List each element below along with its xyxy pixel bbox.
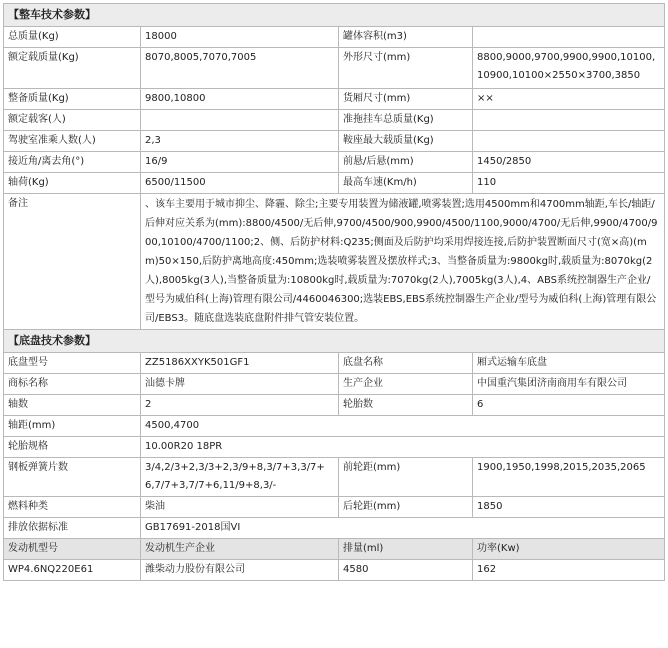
table-row [4, 194, 665, 330]
overhang-label: 前悬/后悬(mm) [339, 152, 473, 173]
table-row [4, 89, 665, 110]
curb-mass-label: 整备质量(Kg) [4, 89, 141, 110]
axle-count-label: 轴数 [4, 395, 141, 416]
rated-load-value: 8070,8005,7070,7005 [141, 48, 339, 89]
table-row [4, 416, 665, 437]
rated-passengers-value [141, 110, 339, 131]
curb-mass-value: 9800,10800 [141, 89, 339, 110]
table-row [4, 374, 665, 395]
displacement-header: 排量(ml) [339, 539, 473, 560]
wheelbase-value: 4500,4700 [141, 416, 665, 437]
table-row [4, 539, 665, 560]
axle-count-value: 2 [141, 395, 339, 416]
rear-track-label: 后轮距(mm) [339, 497, 473, 518]
engine-maker-header: 发动机生产企业 [141, 539, 339, 560]
emission-standard-label: 排放依据标准 [4, 518, 141, 539]
axle-load-label: 轴荷(Kg) [4, 173, 141, 194]
trailer-mass-label: 准拖挂车总质量(Kg) [339, 110, 473, 131]
table-row [4, 152, 665, 173]
approach-angle-value: 16/9 [141, 152, 339, 173]
wheelbase-label: 轴距(mm) [4, 416, 141, 437]
front-track-value: 1900,1950,1998,2015,2035,2065 [473, 458, 665, 497]
spec-sheet [3, 3, 664, 581]
rated-load-label: 额定载质量(Kg) [4, 48, 141, 89]
tire-count-value: 6 [473, 395, 665, 416]
table-row [4, 395, 665, 416]
dimensions-value: 8800,9000,9700,9900,9900,10100,10900,10100×2550×3700,3850 [473, 48, 665, 89]
tank-volume-value [473, 27, 665, 48]
spec-table [3, 3, 665, 581]
overhang-value: 1450/2850 [473, 152, 665, 173]
trailer-mass-value [473, 110, 665, 131]
max-speed-label: 最高车速(Km/h) [339, 173, 473, 194]
saddle-load-value [473, 131, 665, 152]
table-row [4, 437, 665, 458]
saddle-load-label: 鞍座最大载质量(Kg) [339, 131, 473, 152]
table-row [4, 458, 665, 497]
manufacturer-value: 中国重汽集团济南商用车有限公司 [473, 374, 665, 395]
chassis-section-title: 【底盘技术参数】 [4, 330, 665, 353]
axle-load-value: 6500/11500 [141, 173, 339, 194]
rear-track-value: 1850 [473, 497, 665, 518]
table-row [4, 518, 665, 539]
table-row [4, 27, 665, 48]
cab-occupants-label: 驾驶室准乘人数(人) [4, 131, 141, 152]
brand-label: 商标名称 [4, 374, 141, 395]
manufacturer-label: 生产企业 [339, 374, 473, 395]
engine-model-header: 发动机型号 [4, 539, 141, 560]
dimensions-label: 外形尺寸(mm) [339, 48, 473, 89]
tank-volume-label: 罐体容积(m3) [339, 27, 473, 48]
engine-maker-value: 潍柴动力股份有限公司 [141, 560, 339, 581]
table-row [4, 353, 665, 374]
table-row [4, 48, 665, 89]
tire-spec-value: 10.00R20 18PR [141, 437, 665, 458]
spring-leaves-label: 钢板弹簧片数 [4, 458, 141, 497]
chassis-model-value: ZZ5186XXYK501GF1 [141, 353, 339, 374]
brand-value: 汕德卡牌 [141, 374, 339, 395]
max-speed-value: 110 [473, 173, 665, 194]
engine-model-value: WP4.6NQ220E61 [4, 560, 141, 581]
table-row [4, 110, 665, 131]
table-row [4, 497, 665, 518]
cargo-size-value: ×× [473, 89, 665, 110]
approach-angle-label: 接近角/离去角(°) [4, 152, 141, 173]
vehicle-section-title: 【整车技术参数】 [4, 4, 665, 27]
notes-value: 、该车主要用于城市抑尘、降霾、除尘;主要专用装置为储液罐,喷雾装置;选用4500mm和4700mm轴距,车长/轴距/后伸对应关系为(mm):8800/4500/无后伸,9700/4500/900,9900/4500/1100,9000/4700/无后伸,9900/4700/900,10100/4700/1100;2、侧、后防护材料:Q235;侧面及后防护均采用焊接连接,后防护装置断面尺寸(宽×高)(mm)50×150,后防护离地高度:450mm;选装喷雾装置及摆放样式;3、当整备质量为:9800kg时,载质量为:8070kg(2人),8005kg(3人),当整备质量为:10800kg时,载质量为:7070kg(2人),7005kg(3人),4、ABS系统控制器生产企业/型号为威伯科(上海)管理有限公司/4460046300;选装EBS,EBS系统控制器生产企业/型号为威伯科(上海)管理有限公司/EBS3。随底盘选装底盘附件排气管安装位置。 [141, 194, 665, 330]
table-row [4, 131, 665, 152]
rated-passengers-label: 额定载客(人) [4, 110, 141, 131]
cab-occupants-value: 2,3 [141, 131, 339, 152]
cargo-size-label: 货厢尺寸(mm) [339, 89, 473, 110]
notes-label: 备注 [4, 194, 141, 330]
chassis-name-value: 厢式运输车底盘 [473, 353, 665, 374]
front-track-label: 前轮距(mm) [339, 458, 473, 497]
chassis-name-label: 底盘名称 [339, 353, 473, 374]
table-row [4, 173, 665, 194]
gross-mass-label: 总质量(Kg) [4, 27, 141, 48]
displacement-value: 4580 [339, 560, 473, 581]
emission-standard-value: GB17691-2018国VI [141, 518, 665, 539]
spring-leaves-value: 3/4,2/3+2,3/3+2,3/9+8,3/7+3,3/7+6,7/7+3,7/7+6,11/9+8,3/- [141, 458, 339, 497]
table-row [4, 560, 665, 581]
fuel-type-label: 燃料种类 [4, 497, 141, 518]
chassis-model-label: 底盘型号 [4, 353, 141, 374]
power-value: 162 [473, 560, 665, 581]
gross-mass-value: 18000 [141, 27, 339, 48]
fuel-type-value: 柴油 [141, 497, 339, 518]
tire-spec-label: 轮胎规格 [4, 437, 141, 458]
tire-count-label: 轮胎数 [339, 395, 473, 416]
power-header: 功率(Kw) [473, 539, 665, 560]
